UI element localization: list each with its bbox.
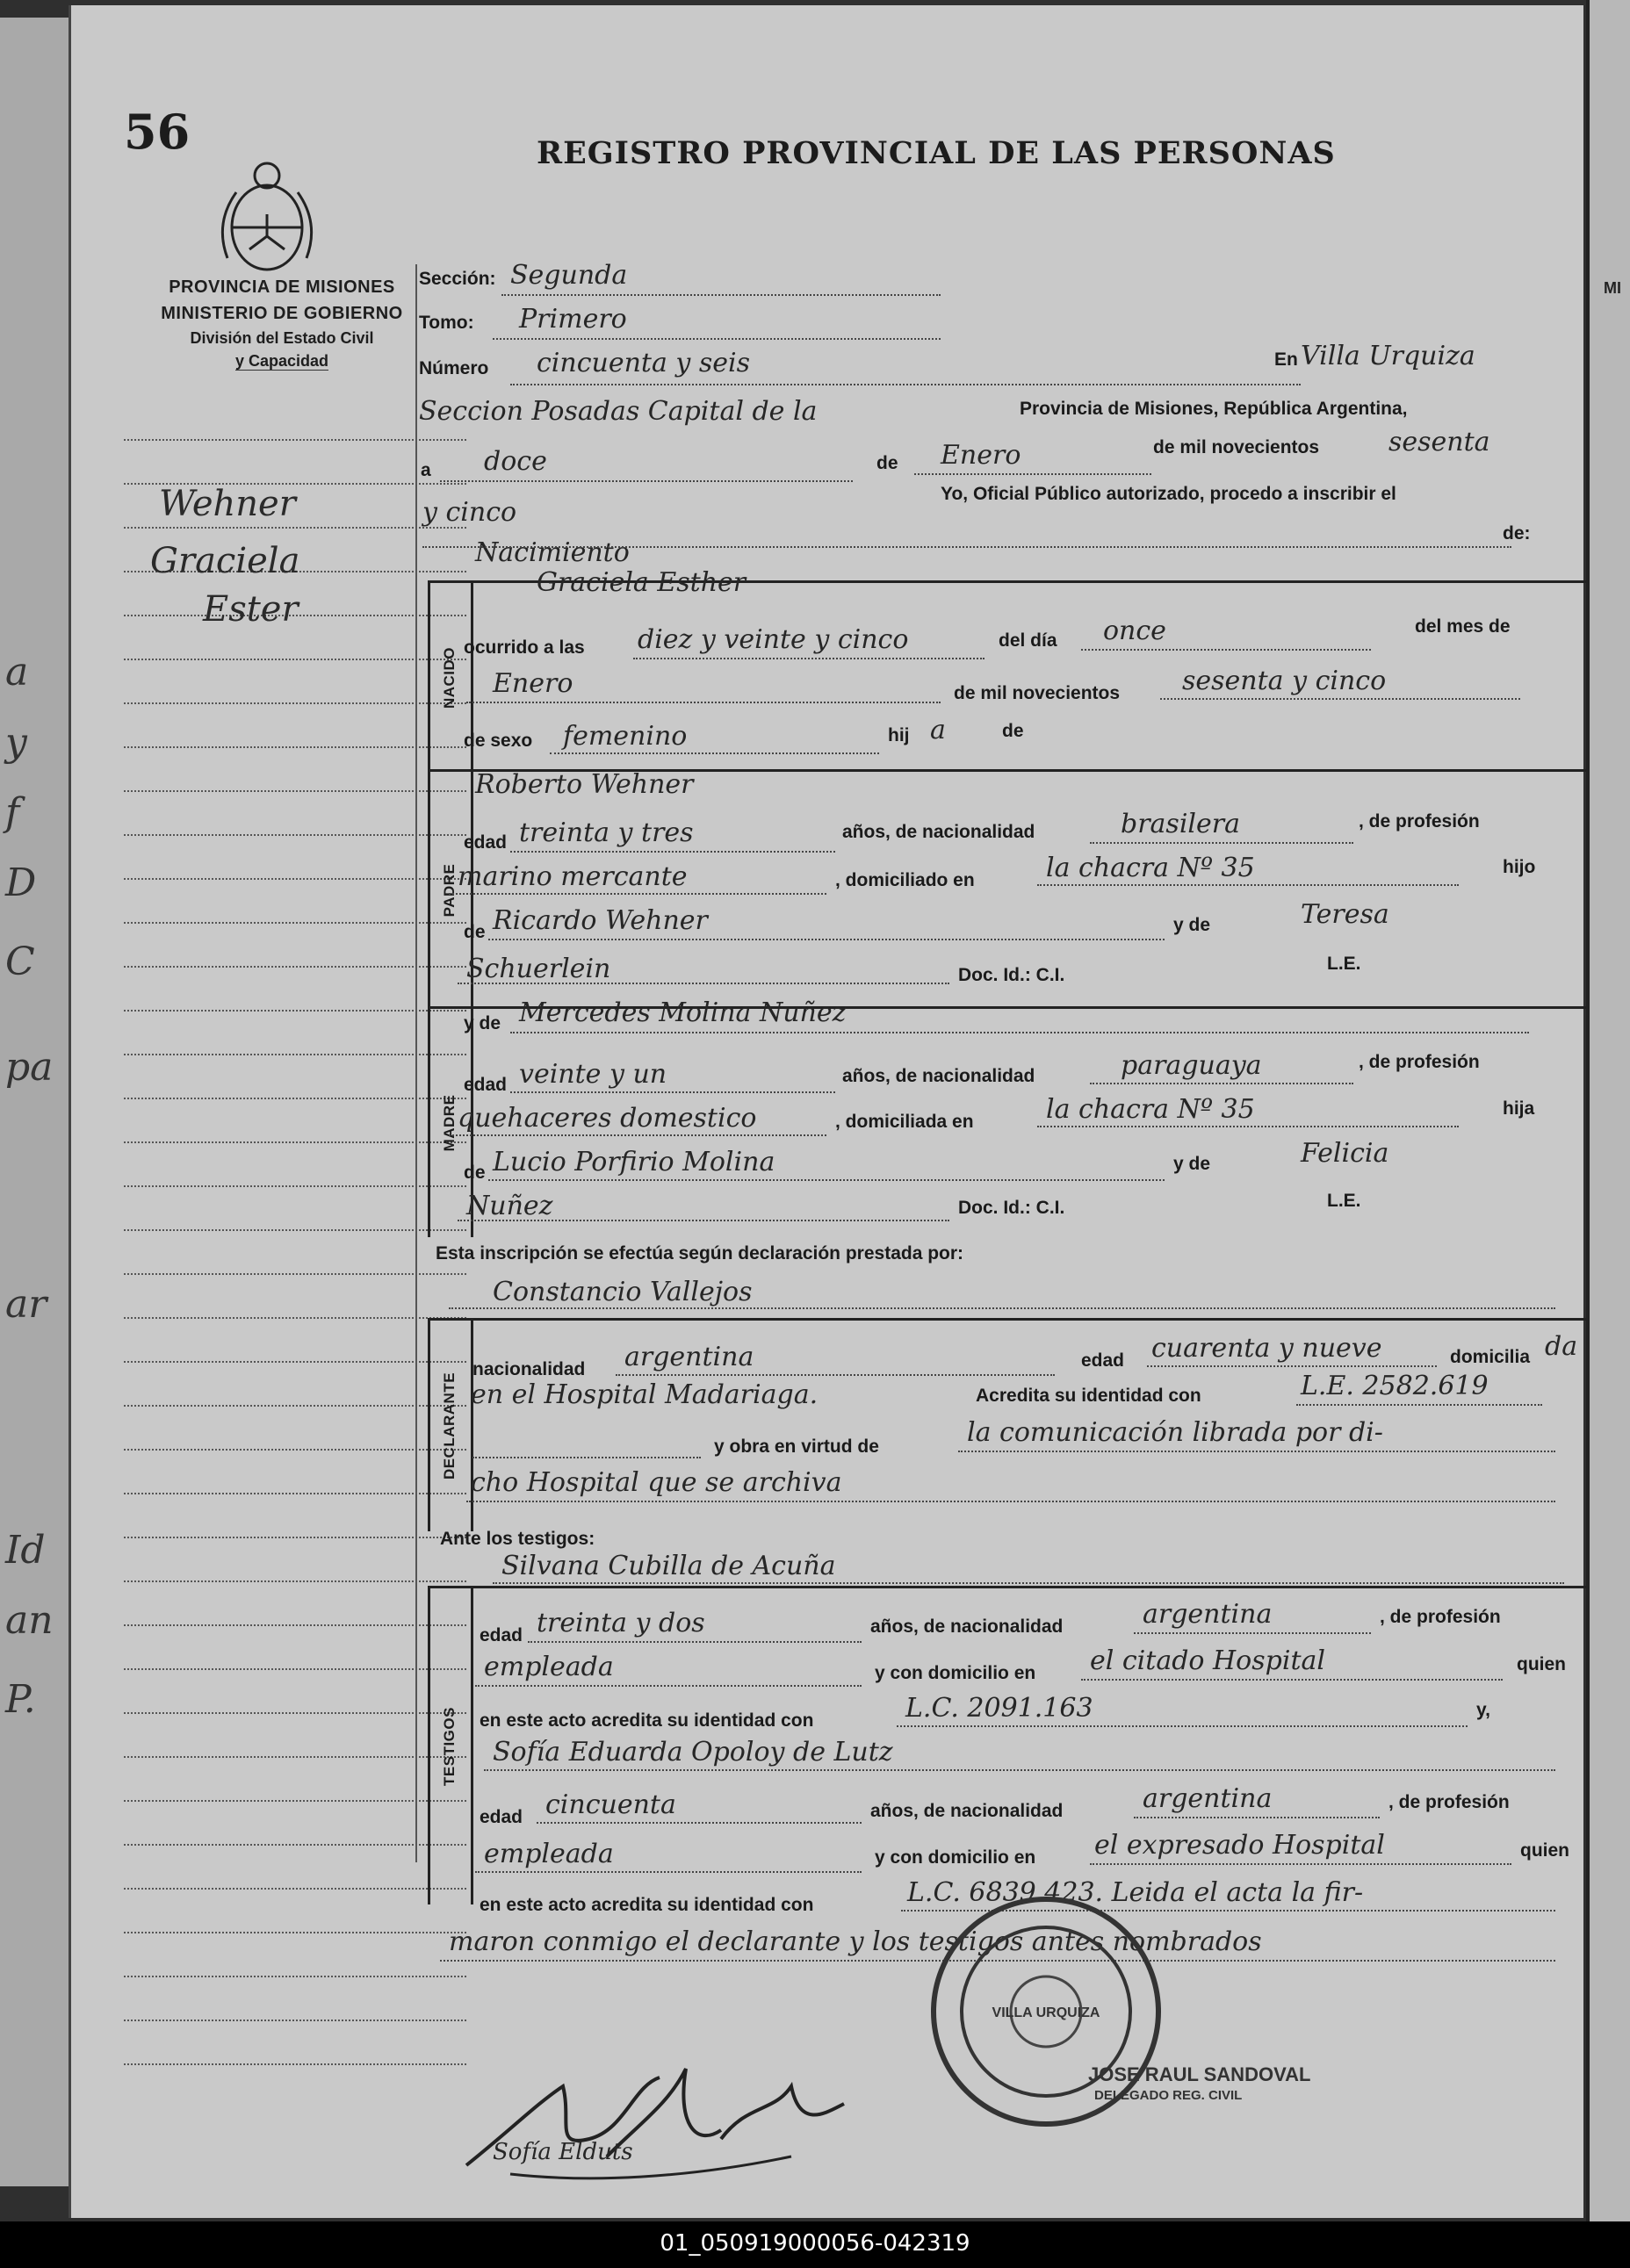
- testigo1-nacionalidad-label: años, de nacionalidad: [870, 1616, 1064, 1637]
- testigo2-acredita-label: en este acto acredita su identidad con: [480, 1895, 814, 1915]
- madre-doc-label: Doc. Id.: C.I.: [958, 1198, 1065, 1218]
- madre-hija-label: hija: [1503, 1098, 1535, 1119]
- madre-profesion-label: , de profesión: [1359, 1052, 1480, 1072]
- padre-hijo-label: hijo: [1503, 857, 1536, 877]
- nacido-mil-label: de mil novecientos: [954, 683, 1121, 703]
- declarante-nacionalidad-label: nacionalidad: [472, 1359, 586, 1379]
- acto-tipo-value: Nacimiento: [475, 537, 630, 568]
- seccion-value: Segunda: [510, 260, 628, 291]
- section-label-declarante: DECLARANTE: [441, 1372, 458, 1480]
- declarante-nacionalidad-value: argentina: [624, 1342, 754, 1372]
- fecha-mil-label: de mil novecientos: [1153, 437, 1320, 457]
- testigo2-domicilio-value: el expresado Hospital: [1094, 1830, 1385, 1861]
- underlying-scrawl: pa: [5, 1045, 54, 1090]
- nacido-sexo-label: de sexo: [464, 731, 533, 751]
- declarante-domicilio-label: domicilia: [1450, 1347, 1531, 1367]
- declarante-obra-label: y obra en virtud de: [714, 1436, 879, 1457]
- padre-profesion-label: , de profesión: [1359, 811, 1480, 832]
- ministry-line-ministry: MINISTERIO DE GOBIERNO: [161, 304, 403, 323]
- madre-nacionalidad-label: años, de nacionalidad: [842, 1066, 1035, 1086]
- padre-madre-value: Teresa: [1301, 899, 1389, 930]
- fecha-de-label: de: [876, 453, 898, 473]
- en-value: Villa Urquiza: [1301, 341, 1475, 371]
- ministry-header: [106, 274, 458, 372]
- nacido-sexo-value: femenino: [563, 721, 688, 752]
- testigo2-nombre-value: Sofía Eduarda Opoloy de Lutz: [493, 1737, 893, 1768]
- declarante-edad-label: edad: [1081, 1350, 1125, 1371]
- testigo1-y-label: y,: [1476, 1700, 1490, 1720]
- madre-yde-label: y de: [464, 1013, 501, 1033]
- testigo1-acredita-value: L.C. 2091.163: [905, 1693, 1093, 1724]
- oficial-text: Yo, Oficial Público autorizado, procedo a inscribir el: [941, 484, 1396, 504]
- declarante-acredita-value: L.E. 2582.619: [1301, 1371, 1489, 1401]
- en-label: En: [1274, 349, 1298, 370]
- margin-surname: Wehner: [159, 484, 296, 524]
- nacido-del-dia-label: del día: [999, 630, 1057, 651]
- madre-domicilio-value: la chacra Nº 35: [1046, 1094, 1255, 1125]
- madre-edad-label: edad: [464, 1075, 508, 1095]
- tomo-label: Tomo:: [419, 313, 474, 333]
- madre-domicilio-label: , domiciliada en: [835, 1112, 974, 1132]
- margin-second-name: Ester: [203, 589, 299, 630]
- testigo1-nacionalidad-value: argentina: [1143, 1599, 1273, 1630]
- declarante-obra-value: la comunicación librada por di-: [967, 1417, 1383, 1448]
- fecha-anio2-value: y cinco: [422, 497, 517, 528]
- ministry-line-division: División del Estado Civil: [190, 329, 374, 347]
- numero-value: cincuenta y seis: [537, 348, 751, 378]
- padre-profesion-value: marino mercante: [458, 861, 688, 892]
- nacido-dia-value: once: [1103, 616, 1166, 646]
- testigos-intro: Ante los testigos:: [440, 1529, 595, 1549]
- provincia-text: Provincia de Misiones, República Argentina,: [1020, 399, 1408, 419]
- signatures-drawing: [458, 2051, 914, 2192]
- section-label-nacido: NACIDO: [441, 646, 458, 709]
- padre-nacionalidad-value: brasilera: [1121, 809, 1240, 839]
- section-label-testigos: TESTIGOS: [441, 1707, 458, 1786]
- testigo1-quien-label: quien: [1517, 1654, 1566, 1674]
- declarante-domicilio-value: da: [1545, 1331, 1578, 1362]
- testigo1-domicilio-label: y con domicilio en: [875, 1663, 1036, 1683]
- registry-sheet: [69, 5, 1583, 2218]
- underlying-scrawl: Id: [5, 1528, 46, 1573]
- fecha-anio-value: sesenta: [1388, 427, 1490, 457]
- declarante-acredita-label: Acredita su identidad con: [976, 1386, 1201, 1406]
- madre-de-label: de: [464, 1163, 486, 1183]
- padre-edad-value: treinta y tres: [519, 817, 694, 848]
- underlying-scrawl: ar: [5, 1282, 47, 1327]
- nacido-hij-label: hij: [888, 725, 910, 745]
- padre-padre-value: Ricardo Wehner: [493, 905, 708, 936]
- madre-nombre-value: Mercedes Molina Nuñez: [519, 997, 847, 1028]
- testigo2-profesion-value: empleada: [484, 1839, 614, 1869]
- nacido-nombre-value: Graciela Esther: [537, 567, 746, 598]
- padre-yde-label: y de: [1173, 915, 1211, 935]
- padre-nombre-value: Roberto Wehner: [475, 769, 694, 800]
- testigo1-nombre-value: Silvana Cubilla de Acuña: [501, 1551, 836, 1581]
- underlying-scrawl: P.: [5, 1677, 36, 1722]
- padre-doc-label: Doc. Id.: C.I.: [958, 965, 1065, 985]
- underlying-scrawl: an: [5, 1598, 54, 1643]
- underlying-scrawl: f: [5, 790, 20, 835]
- document-id-footer: 01_050919000056-042319: [660, 2230, 970, 2257]
- declarante-intro: Esta inscripción se efectúa según declaración prestada por:: [436, 1243, 964, 1264]
- testigo2-edad-label: edad: [480, 1807, 523, 1827]
- padre-le-label: L.E.: [1327, 954, 1361, 974]
- nacido-de-label: de: [1002, 721, 1024, 741]
- fecha-dia-value: doce: [484, 446, 547, 477]
- testigo1-domicilio-value: el citado Hospital: [1090, 1645, 1325, 1676]
- testigo2-edad-value: cincuenta: [545, 1789, 676, 1820]
- testigo1-acredita-label: en este acto acredita su identidad con: [480, 1710, 814, 1731]
- madre-madre-value: Felicia: [1301, 1138, 1389, 1169]
- seccion-label: Sección:: [419, 269, 496, 289]
- margin-given-name: Graciela: [150, 541, 300, 581]
- column-divider: [415, 264, 417, 1862]
- official-name-stamp: JOSE RAUL SANDOVAL: [1088, 2063, 1311, 2085]
- page-number: 56: [124, 104, 191, 160]
- nacido-del-mes-label: del mes de: [1415, 616, 1511, 637]
- page-title: REGISTRO PROVINCIAL DE LAS PERSONAS: [537, 135, 1336, 171]
- declarante-obra-value-2: cho Hospital que se archiva: [471, 1467, 842, 1498]
- official-title-stamp: DELEGADO REG. CIVIL: [1094, 2088, 1243, 2103]
- fecha-a-label: a: [421, 460, 431, 480]
- coat-of-arms-icon: [210, 153, 324, 284]
- tomo-value: Primero: [519, 304, 627, 335]
- declarante-nombre-value: Constancio Vallejos: [493, 1277, 753, 1307]
- seccion-posadas-value: Seccion Posadas Capital de la: [419, 396, 818, 427]
- cierre-text: maron conmigo el declarante y los testigos antes nombrados: [449, 1926, 1262, 1957]
- acto-de-label: de:: [1503, 523, 1531, 544]
- nacido-hij-value: a: [930, 715, 946, 745]
- underlying-scrawl: D: [5, 860, 37, 905]
- testigo2-quien-label: quien: [1520, 1840, 1569, 1861]
- madre-edad-value: veinte y un: [519, 1059, 667, 1090]
- testigo2-domicilio-label: y con domicilio en: [875, 1847, 1036, 1868]
- declarante-domicilio-value-2: en el Hospital Madariaga.: [471, 1379, 819, 1410]
- testigo2-profesion-label: , de profesión: [1388, 1792, 1510, 1812]
- testigo1-edad-label: edad: [480, 1625, 523, 1645]
- ministry-line-capacidad: y Capacidad: [234, 352, 329, 370]
- testigo1-edad-value: treinta y dos: [537, 1608, 705, 1638]
- padre-edad-label: edad: [464, 832, 508, 853]
- underlying-scrawl: C: [5, 940, 35, 984]
- declarante-edad-value: cuarenta y nueve: [1151, 1333, 1382, 1364]
- padre-de-label: de: [464, 922, 486, 942]
- numero-label: Número: [419, 358, 489, 378]
- padre-nacionalidad-label: años, de nacionalidad: [842, 822, 1035, 842]
- right-page-text: MI: [1604, 279, 1621, 297]
- underlying-scrawl: a: [5, 650, 29, 695]
- underlying-page-right: [1586, 0, 1630, 2221]
- testigo1-profesion-value: empleada: [484, 1652, 614, 1682]
- madre-yde2-label: y de: [1173, 1154, 1211, 1174]
- nacido-ocurrido-label: ocurrido a las: [464, 637, 585, 658]
- madre-profesion-value: quehaceres domestico: [458, 1103, 757, 1134]
- section-label-madre: MADRE: [441, 1094, 458, 1152]
- ministry-line-province: PROVINCIA DE MISIONES: [169, 277, 395, 297]
- signature-text: Sofía Elduts: [493, 2139, 633, 2165]
- nacido-mes-value: Enero: [493, 668, 573, 699]
- testigo2-acredita-value: L.C. 6839.423. Leida el acta la fir-: [907, 1877, 1364, 1908]
- testigo2-nacionalidad-value: argentina: [1143, 1783, 1273, 1814]
- padre-domicilio-label: , domiciliado en: [835, 870, 975, 890]
- madre-nacionalidad-value: paraguaya: [1121, 1050, 1262, 1081]
- madre-padre-value: Lucio Porfirio Molina: [493, 1147, 775, 1177]
- nacido-hora-value: diez y veinte y cinco: [638, 624, 909, 655]
- testigo1-profesion-label: , de profesión: [1380, 1607, 1501, 1627]
- padre-domicilio-value: la chacra Nº 35: [1046, 853, 1255, 883]
- section-label-padre: PADRE: [441, 863, 458, 918]
- nacido-anio-value: sesenta y cinco: [1182, 666, 1387, 696]
- testigo2-nacionalidad-label: años, de nacionalidad: [870, 1801, 1064, 1821]
- madre-madre-value-2: Nuñez: [466, 1191, 553, 1221]
- padre-madre-value-2: Schuerlein: [466, 954, 611, 984]
- fecha-mes-value: Enero: [941, 440, 1021, 471]
- stamp-seal-text: VILLA URQUIZA: [992, 2005, 1100, 2020]
- madre-le-label: L.E.: [1327, 1191, 1361, 1211]
- underlying-scrawl: y: [5, 720, 27, 765]
